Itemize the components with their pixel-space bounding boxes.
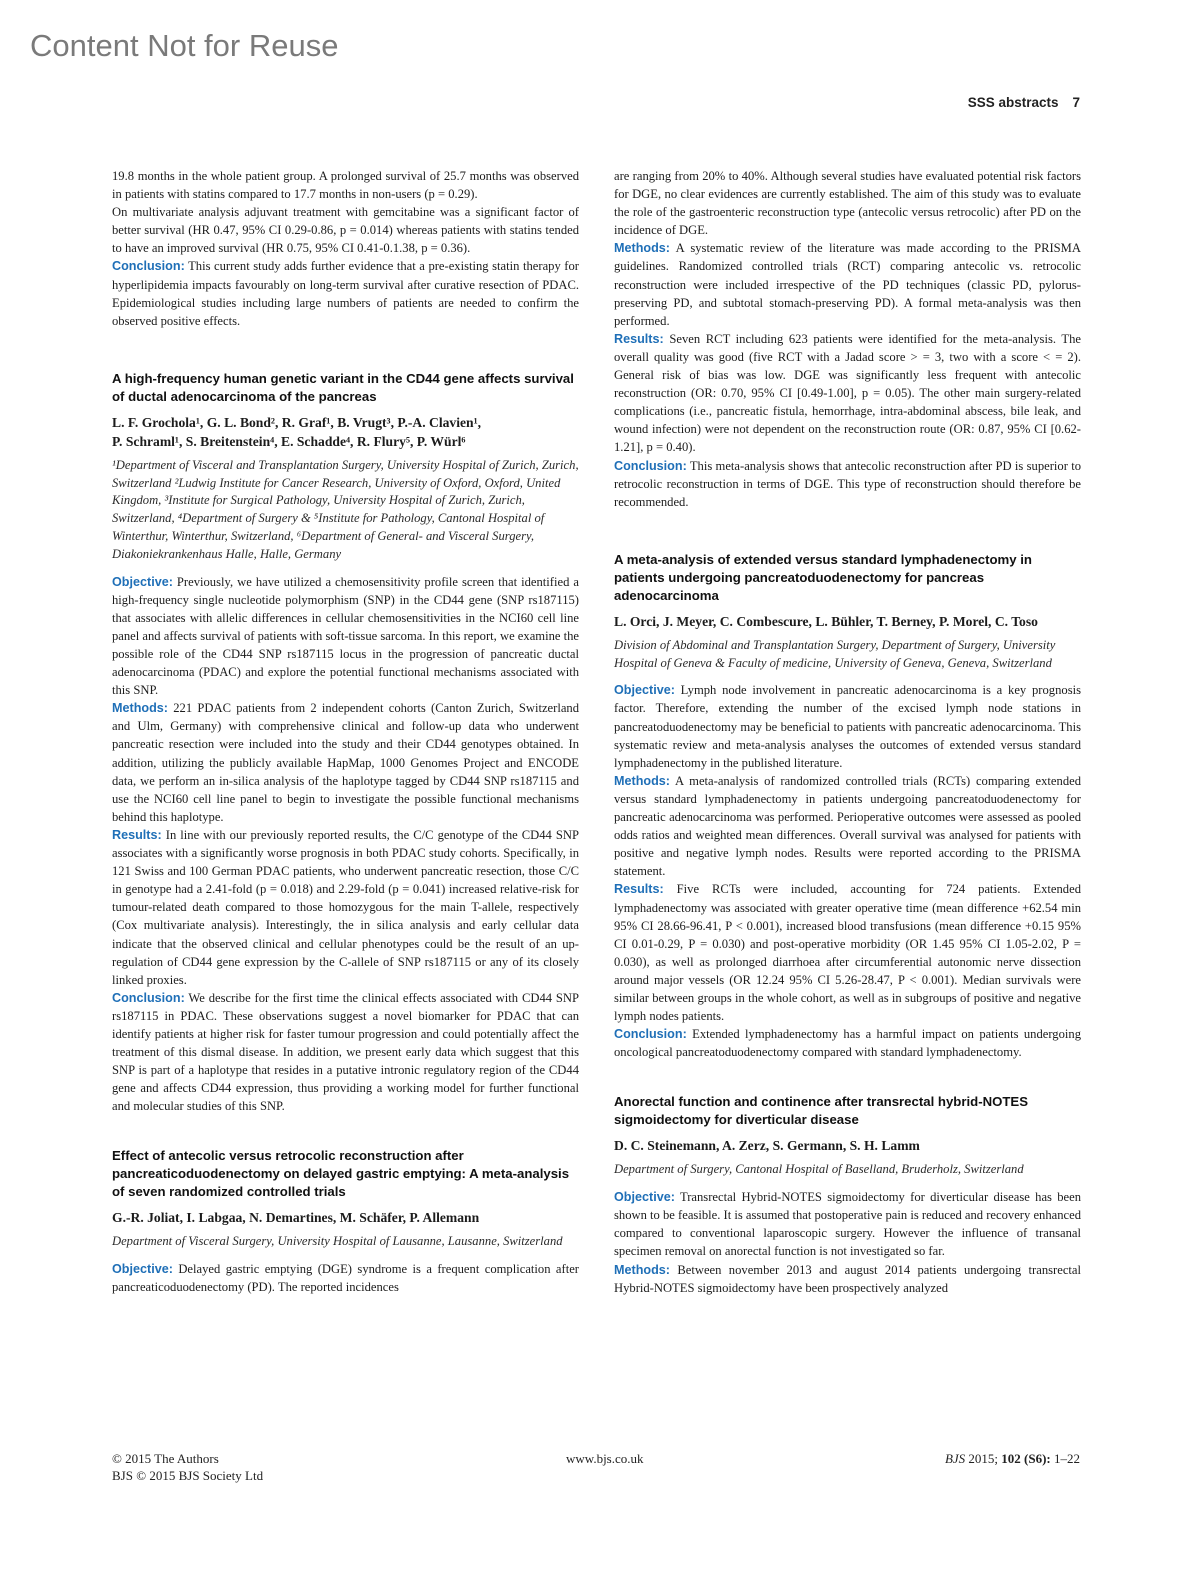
methods-paragraph bbox=[614, 772, 1081, 881]
section-text: A systematic review of the literature was made according to the PRISMA guidelines. Randomized controlled trials (RCT) comparing antecolic vs. retrocolic reconstruction were included irrespective of the PD techniques (classic PD, pylorus-preserving PD, and subtotal stomach-preserving PD). A formal meta-analysis was then performed. bbox=[614, 241, 1081, 328]
journal-pages: 1–22 bbox=[1054, 1451, 1080, 1466]
methods-paragraph bbox=[614, 239, 1081, 329]
left-column bbox=[112, 167, 579, 1296]
page-number: 7 bbox=[1072, 95, 1080, 110]
section-label: Results: bbox=[614, 331, 664, 346]
footer-citation bbox=[945, 1450, 1080, 1467]
running-head bbox=[968, 95, 1080, 110]
affiliation: Division of Abdominal and Transplantation Surgery, Department of Surgery, University Hospital of Geneva & Faculty of medicine, University of Geneva, Geneva, Switzerland bbox=[614, 637, 1056, 670]
paragraph: On multivariate analysis adjuvant treatment with gemcitabine was a significant factor of better survival (HR 0.47, 95% CI 0.29-0.86, p = 0.014) whereas patients with statins tended to have an improved survival (HR 0.75, 95% CI 0.41-0.1.38, p = 0.36). bbox=[112, 205, 579, 256]
footer-copyright bbox=[112, 1450, 263, 1484]
objective-paragraph bbox=[614, 1188, 1081, 1260]
affiliation: Department of Visceral Surgery, University Hospital of Lausanne, Lausanne, Switzerland bbox=[112, 1234, 563, 1249]
methods-paragraph bbox=[614, 1261, 1081, 1297]
author-line: L. F. Grochola¹, G. L. Bond², R. Graf¹, B. Vrugt³, P.-A. Clavien¹, bbox=[112, 414, 482, 430]
results-paragraph bbox=[614, 880, 1081, 1025]
section-text: Extended lymphadenectomy has a harmful impact on patients undergoing oncological pancreatoduodenectomy compared with standard lymphadenectomy. bbox=[614, 1027, 1081, 1060]
abstract-title: A high-frequency human genetic variant in the CD44 gene affects survival of ductal adenocarcinoma of the pancreas bbox=[112, 370, 574, 404]
section-label: Objective: bbox=[112, 1262, 173, 1277]
author-list bbox=[112, 413, 579, 451]
section-label: Results: bbox=[112, 827, 162, 842]
conclusion-paragraph bbox=[112, 257, 579, 329]
section-text: We describe for the first time the clinical effects associated with CD44 SNP rs187115 in PDAC. These observations suggest a novel biomarker for PDAC that can identify patients at higher risk for faster tumour progression and could potentially affect the treatment of this dismal disease. In addition, we present early data which suggest that this SNP is part of a haplotype that resides in a putative intronic regulatory region of the CD44 gene and affects CD44 expression, thus providing a working model for further functional and molecular studies of this SNP. bbox=[112, 990, 579, 1114]
paragraph: are ranging from 20% to 40%. Although several studies have evaluated potential risk factors for DGE, no clear evidences are currently established. The aim of this study was to evaluate the role of the gastroenteric reconstruction type (antecolic versus retrocolic) after PD on the incidence of DGE. bbox=[614, 169, 1081, 238]
conclusion-paragraph bbox=[614, 1025, 1081, 1061]
affiliation: ¹Department of Visceral and Transplantation Surgery, University Hospital of Zurich, Zurich, Switzerland ²Ludwig Institute for Cancer Research, University of Oxford, Oxford, United Kingdom, ³Institute for Surgical Pathology, University Hospital of Zurich, Zurich, Switzerland, ⁴Department of Surgery & ⁵Institute for Pathology, Cantonal Hospital of Winterthur, Winterthur, Switzerland, ⁶Department of General- and Visceral Surgery, Diakoniekrankenhaus Halle, Halle, Germany bbox=[112, 457, 579, 561]
section-text: Delayed gastric emptying (DGE) syndrome is a frequent complication after pancreaticoduodenectomy (PD). The reported incidences bbox=[112, 1262, 579, 1295]
section-label: Methods: bbox=[112, 701, 168, 716]
section-label: Methods: bbox=[614, 773, 670, 788]
author-list: L. Orci, J. Meyer, C. Combescure, L. Bühler, T. Berney, P. Morel, C. Toso bbox=[614, 613, 1038, 629]
conclusion-paragraph bbox=[112, 989, 579, 1116]
section-label: Conclusion: bbox=[112, 990, 185, 1005]
journal-name: BJS bbox=[944, 1451, 966, 1466]
copyright-line: © 2015 The Authors bbox=[112, 1451, 219, 1466]
section-text: Previously, we have utilized a chemosensitivity profile screen that identified a high-frequency single nucleotide polymorphism (SNP) in the CD44 gene (SNP rs187115) that associates with allelic differences in cellular chemosensitivities in the NCI60 cell line panel and affects survival of patients with soft-tissue sarcoma. In this report, we examine the possible role of the CD44 SNP rs187115 locus in the progression of pancreatic ductal adenocarcinoma (PDAC) and explore the potential functional mechanisms associated with this SNP. bbox=[112, 574, 579, 698]
section-label: Methods: bbox=[614, 241, 670, 256]
section-label: Objective: bbox=[614, 1190, 675, 1205]
section-label: Results: bbox=[614, 882, 664, 897]
affiliation: Department of Surgery, Cantonal Hospital of Baselland, Bruderholz, Switzerland bbox=[614, 1162, 1024, 1177]
right-column bbox=[614, 167, 1081, 1297]
results-paragraph bbox=[112, 826, 579, 989]
section-text: Transrectal Hybrid-NOTES sigmoidectomy for diverticular disease has been shown to be feasible. It is assumed that postoperative pain is reduced and recovery enhanced compared to conventional laparoscopic surgery. However the influence of transanal specimen removal on anorectal function is not investigated so far. bbox=[614, 1190, 1081, 1259]
copyright-line: BJS © 2015 BJS Society Ltd bbox=[112, 1468, 264, 1483]
footer-url[interactable]: www.bjs.co.uk bbox=[566, 1451, 644, 1466]
section-label: Conclusion: bbox=[614, 458, 687, 473]
abstract-antecolic-continued bbox=[614, 167, 1081, 511]
section-text: In line with our previously reported results, the C/C genotype of the CD44 SNP associates with a significantly worse prognosis in both PDAC study cohorts. Specifically, in 121 Swiss and 100 German PDAC patients, who underwent pancreatic resection, those C/C in genotype had a 2.41-fold (p = 0.018) and 2.29-fold (p = 0.041) increased relative-risk for tumour-related death compared to those homozygous for the main T-allele, respectively (Cox multivariate analysis). Interestingly, the in silica analysis and early cellular data indicate that the observed clinical and cellular phenotypes could be the result of an up-regulation of CD44 gene expression by the C-allele of SNP rs187115 or any of its closely linked proxies. bbox=[112, 827, 579, 987]
journal-volume: 102 (S6): bbox=[1001, 1451, 1051, 1466]
abstract-antecolic bbox=[112, 1147, 579, 1296]
journal-year: 2015; bbox=[968, 1451, 999, 1466]
watermark: Content Not for Reuse bbox=[30, 28, 339, 63]
results-paragraph bbox=[614, 330, 1081, 457]
abstract-title: Effect of antecolic versus retrocolic reconstruction after pancreaticoduodenectomy on delayed gastric emptying: A meta-analysis of seven randomized controlled trials bbox=[112, 1148, 570, 1200]
section-label: Conclusion: bbox=[614, 1027, 687, 1042]
methods-paragraph bbox=[112, 699, 579, 826]
objective-paragraph bbox=[112, 573, 579, 700]
author-list: G.-R. Joliat, I. Labgaa, N. Demartines, M. Schäfer, P. Allemann bbox=[112, 1210, 480, 1226]
section-text: This current study adds further evidence that a pre-existing statin therapy for hyperlipidemia impacts favourably on long-term survival after curative resection of PDAC. Epidemiological studies including large numbers of patients are needed to confirm the observed positive effects. bbox=[112, 259, 579, 328]
abstract-cd44 bbox=[112, 370, 579, 1116]
section-text: A meta-analysis of randomized controlled trials (RCTs) comparing extended versus standard lymphadenectomy in patients undergoing pancreatoduodenectomy for pancreatic adenocarcinoma was performed. Perioperative outcomes were assessed as pooled odds ratios and weighted mean differences. Overall survival was analysed for patients with positive and negative lymph nodes. Results were reported according to the PRISMA statement. bbox=[614, 773, 1081, 879]
abstract-lymphadenectomy bbox=[614, 551, 1081, 1062]
section-text: 221 PDAC patients from 2 independent cohorts (Canton Zurich, Switzerland and Ulm, Germany) with comprehensive clinical and follow-up data who underwent pancreatic resection were included into the study and their CD44 genotypes obtained. In addition, utilizing the publicly available HapMap, 1000 Genomes Project and ENCODE data, we perform an in-silica analysis of the haplotype tagged by CD44 SNP rs187115 and use the NCI60 cell line panel to begin to investigate the possible functional mechanisms behind this haplotype. bbox=[112, 701, 579, 824]
running-head-section: SSS abstracts bbox=[967, 95, 1059, 110]
section-text: Seven RCT including 623 patients were identified for the meta-analysis. The overall quality was good (five RCT with a Jadad score > = 3, two with a score < = 2). General risk of bias was low. DGE was significantly less frequent with antecolic reconstruction (OR: 0.70, 95% CI [0.49-1.00], p = 0.05). The other main surgery-related complications (i.e., pancreatic fistula, hemorrhage, intra-abdominal abscess, bile leak, and wound infection) were not dependent on the reconstruction route (OR: 0.87, 95% CI [0.62-1.21], p = 0.40). bbox=[614, 331, 1081, 455]
section-label: Objective: bbox=[614, 683, 675, 698]
section-text: This meta-analysis shows that antecolic reconstruction after PD is superior to retrocolic reconstruction in terms of DGE. This type of reconstruction should therefore be recommended. bbox=[614, 458, 1081, 509]
author-line: P. Schraml¹, S. Breitenstein⁴, E. Schadde⁴, R. Flury⁵, P. Würl⁶ bbox=[112, 433, 466, 449]
section-label: Objective: bbox=[112, 574, 173, 589]
section-text: Five RCTs were included, accounting for 724 patients. Extended lymphadenectomy was associated with greater operative time (mean difference +62.54 min 95% CI 28.66-96.41, P < 0.001), increased blood transfusions (mean difference +0.15 95% CI 0.01-0.29, P = 0.030) and post-operative morbidity (OR 1.45 95% CI 1.05-2.02, P = 0.030), as well as prolonged diarrhoea after circumferential autonomic nerve dissection around major vessels (OR 12.24 95% CI 5.26-28.47, P < 0.001). Median survivals were similar between groups in the whole cohort, as well as in subgroups of positive and negative lymph nodes patients. bbox=[614, 882, 1081, 1024]
author-list: D. C. Steinemann, A. Zerz, S. Germann, S. H. Lamm bbox=[614, 1138, 920, 1154]
paragraph: 19.8 months in the whole patient group. A prolonged survival of 25.7 months was observed in patients with statins compared to 17.7 months in non-users (p = 0.29). bbox=[112, 169, 579, 202]
objective-paragraph bbox=[614, 681, 1081, 771]
section-text: Lymph node involvement in pancreatic adenocarcinoma is a key prognosis factor. Therefore, extending the number of the excised lymph node stations in pancreatoduodenectomy may be beneficial to patients with pancreatic adenocarcinoma. This systematic review and meta-analysis analyses the outcomes of extended versus standard lymphadenectomy in the published literature. bbox=[614, 683, 1081, 770]
section-label: Methods: bbox=[614, 1262, 670, 1277]
abstract-title: Anorectal function and continence after transrectal hybrid-NOTES sigmoidectomy for diverticular disease bbox=[614, 1094, 1029, 1128]
section-label: Conclusion: bbox=[112, 259, 185, 274]
conclusion-paragraph bbox=[614, 457, 1081, 511]
abstract-hybrid-notes bbox=[614, 1093, 1081, 1296]
objective-paragraph bbox=[112, 1260, 579, 1296]
abstract-title: A meta-analysis of extended versus standard lymphadenectomy in patients undergoing pancreatoduodenectomy for pancreas adenocarcinoma bbox=[614, 551, 1032, 603]
section-text: Between november 2013 and august 2014 patients undergoing transrectal Hybrid-NOTES sigmoidectomy have been prospectively analyzed bbox=[614, 1262, 1081, 1295]
